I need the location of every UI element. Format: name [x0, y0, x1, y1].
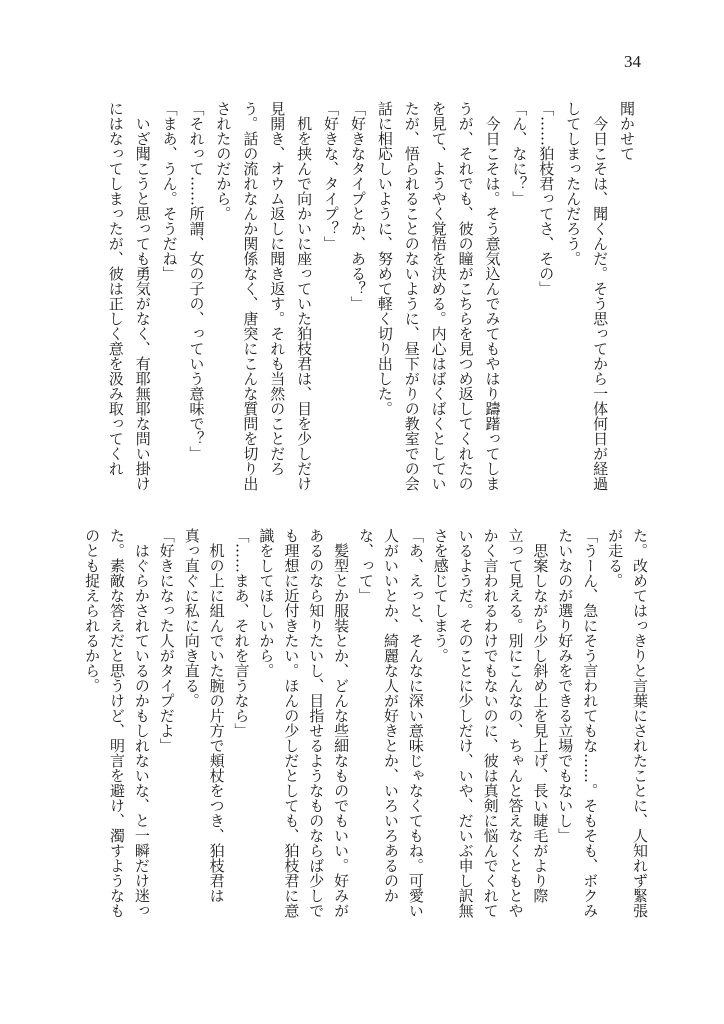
text-line: 「……狛枝君ってさ、その」 — [537, 101, 556, 296]
text-line: たいなのが選り好みをできる立場でもないし」 — [556, 528, 575, 843]
text-line: にはなってしまったが、彼は正しく意を汲み取ってくれ — [106, 101, 125, 476]
text-line: 人がいいとか、綺麗な人が好きとか、いろいろあるのか — [381, 528, 400, 903]
text-line: 「まあ、うん。そうだね」 — [160, 101, 179, 281]
text-line: たが、悟られることのないように、昼下がりの教室での会 — [402, 101, 421, 491]
text-line: されたのだから。 — [214, 101, 233, 221]
text-line: 「……まあ、それを言うなら」 — [232, 528, 251, 738]
text-line: う。話の流れなんか関係なく、唐突にこんな質問を切り出 — [241, 101, 260, 491]
text-line: 「好きな、タイプ？」 — [322, 101, 341, 251]
text-line: が走る。 — [606, 528, 625, 588]
text-line: 「好きになった人がタイプだよ」 — [157, 528, 176, 753]
text-line: も理想に近付きたい。ほんの少しだとしても、狛枝君に意 — [282, 528, 301, 918]
section-heading: 聞かせて — [618, 101, 636, 161]
text-line: な、って」 — [357, 528, 376, 603]
text-line: いざ聞こうと思っても勇気がなく、有耶無耶な問い掛け — [133, 101, 152, 491]
text-line: 立って見える。別にこんなの、ちゃんと答えなくともとや — [506, 528, 525, 918]
text-line: を見て、ようやく覚悟を決める。内心はばくばくとしてい — [429, 101, 448, 491]
text-line: うが、それでも、彼の瞳がこちらを見つめ返してくれたの — [456, 101, 475, 491]
text-line: はぐらかされているのかもしれないな、と一瞬だけ迷っ — [132, 528, 151, 918]
text-line: た。改めてはっきりと言葉にされたことに、人知れず緊張 — [631, 528, 649, 918]
text-line: 話に相応しいように、努めて軽く切り出した。 — [375, 101, 394, 416]
text-line: さを感じてしまう。 — [431, 528, 450, 663]
text-line: 「あ、えっと、そんなに深い意味じゃなくてもね。可愛い — [406, 528, 425, 918]
text-line: いるようだ。そのことに少しだけ、いや、だいぶ申し訳無 — [456, 528, 475, 918]
text-line: 「それって……所謂、女の子の、っていう意味で？」 — [187, 101, 206, 461]
text-line: のとも捉えられるから。 — [83, 528, 102, 693]
text-line: た。素敵な答えだと思うけど、明言を避け、濁すようなも — [107, 528, 126, 918]
text-line: 真っ直ぐに私に向き直る。 — [182, 528, 201, 708]
text-line: 「好きなタイプとか、ある？」 — [348, 101, 367, 311]
text-line: 机の上に組んでいた腕の片方で頬杖をつき、狛枝君は — [207, 528, 226, 903]
text-line: 髪型とか服装とか、どんな些細なものでもいい。好みが — [332, 528, 351, 918]
text-line: 今日こそは、聞くんだ。そう思ってから一体何日が経過 — [591, 101, 610, 491]
text-block-upper — [102, 101, 640, 491]
text-line: 識をしてほしいから。 — [257, 528, 276, 678]
text-line: 見開き、オウム返しに聞き返す。それも当然のことだろ — [268, 101, 287, 476]
text-line: 思案しながら少し斜め上を見上げ、長い睫毛がより際 — [531, 528, 550, 903]
text-line: 今日こそは。そう意気込んでみてもやはり躊躇ってしま — [483, 101, 502, 491]
text-line: 「うーん、急にそう言われてもな……。そもそも、ボクみ — [581, 528, 600, 918]
text-line: 机を挟んで向かいに座っていた狛枝君は、目を少しだけ — [295, 101, 314, 491]
page-number: 34 — [624, 52, 641, 71]
text-line: あるのなら知りたいし、目指せるようなものならば少しで — [307, 528, 326, 918]
text-line: 「ん、なに？」 — [510, 101, 529, 206]
text-line: かく言われるわけでもないのに、彼は真剣に悩んでくれて — [481, 528, 500, 918]
text-block-lower — [79, 528, 652, 918]
text-line: してしまったんだろう。 — [564, 101, 583, 266]
